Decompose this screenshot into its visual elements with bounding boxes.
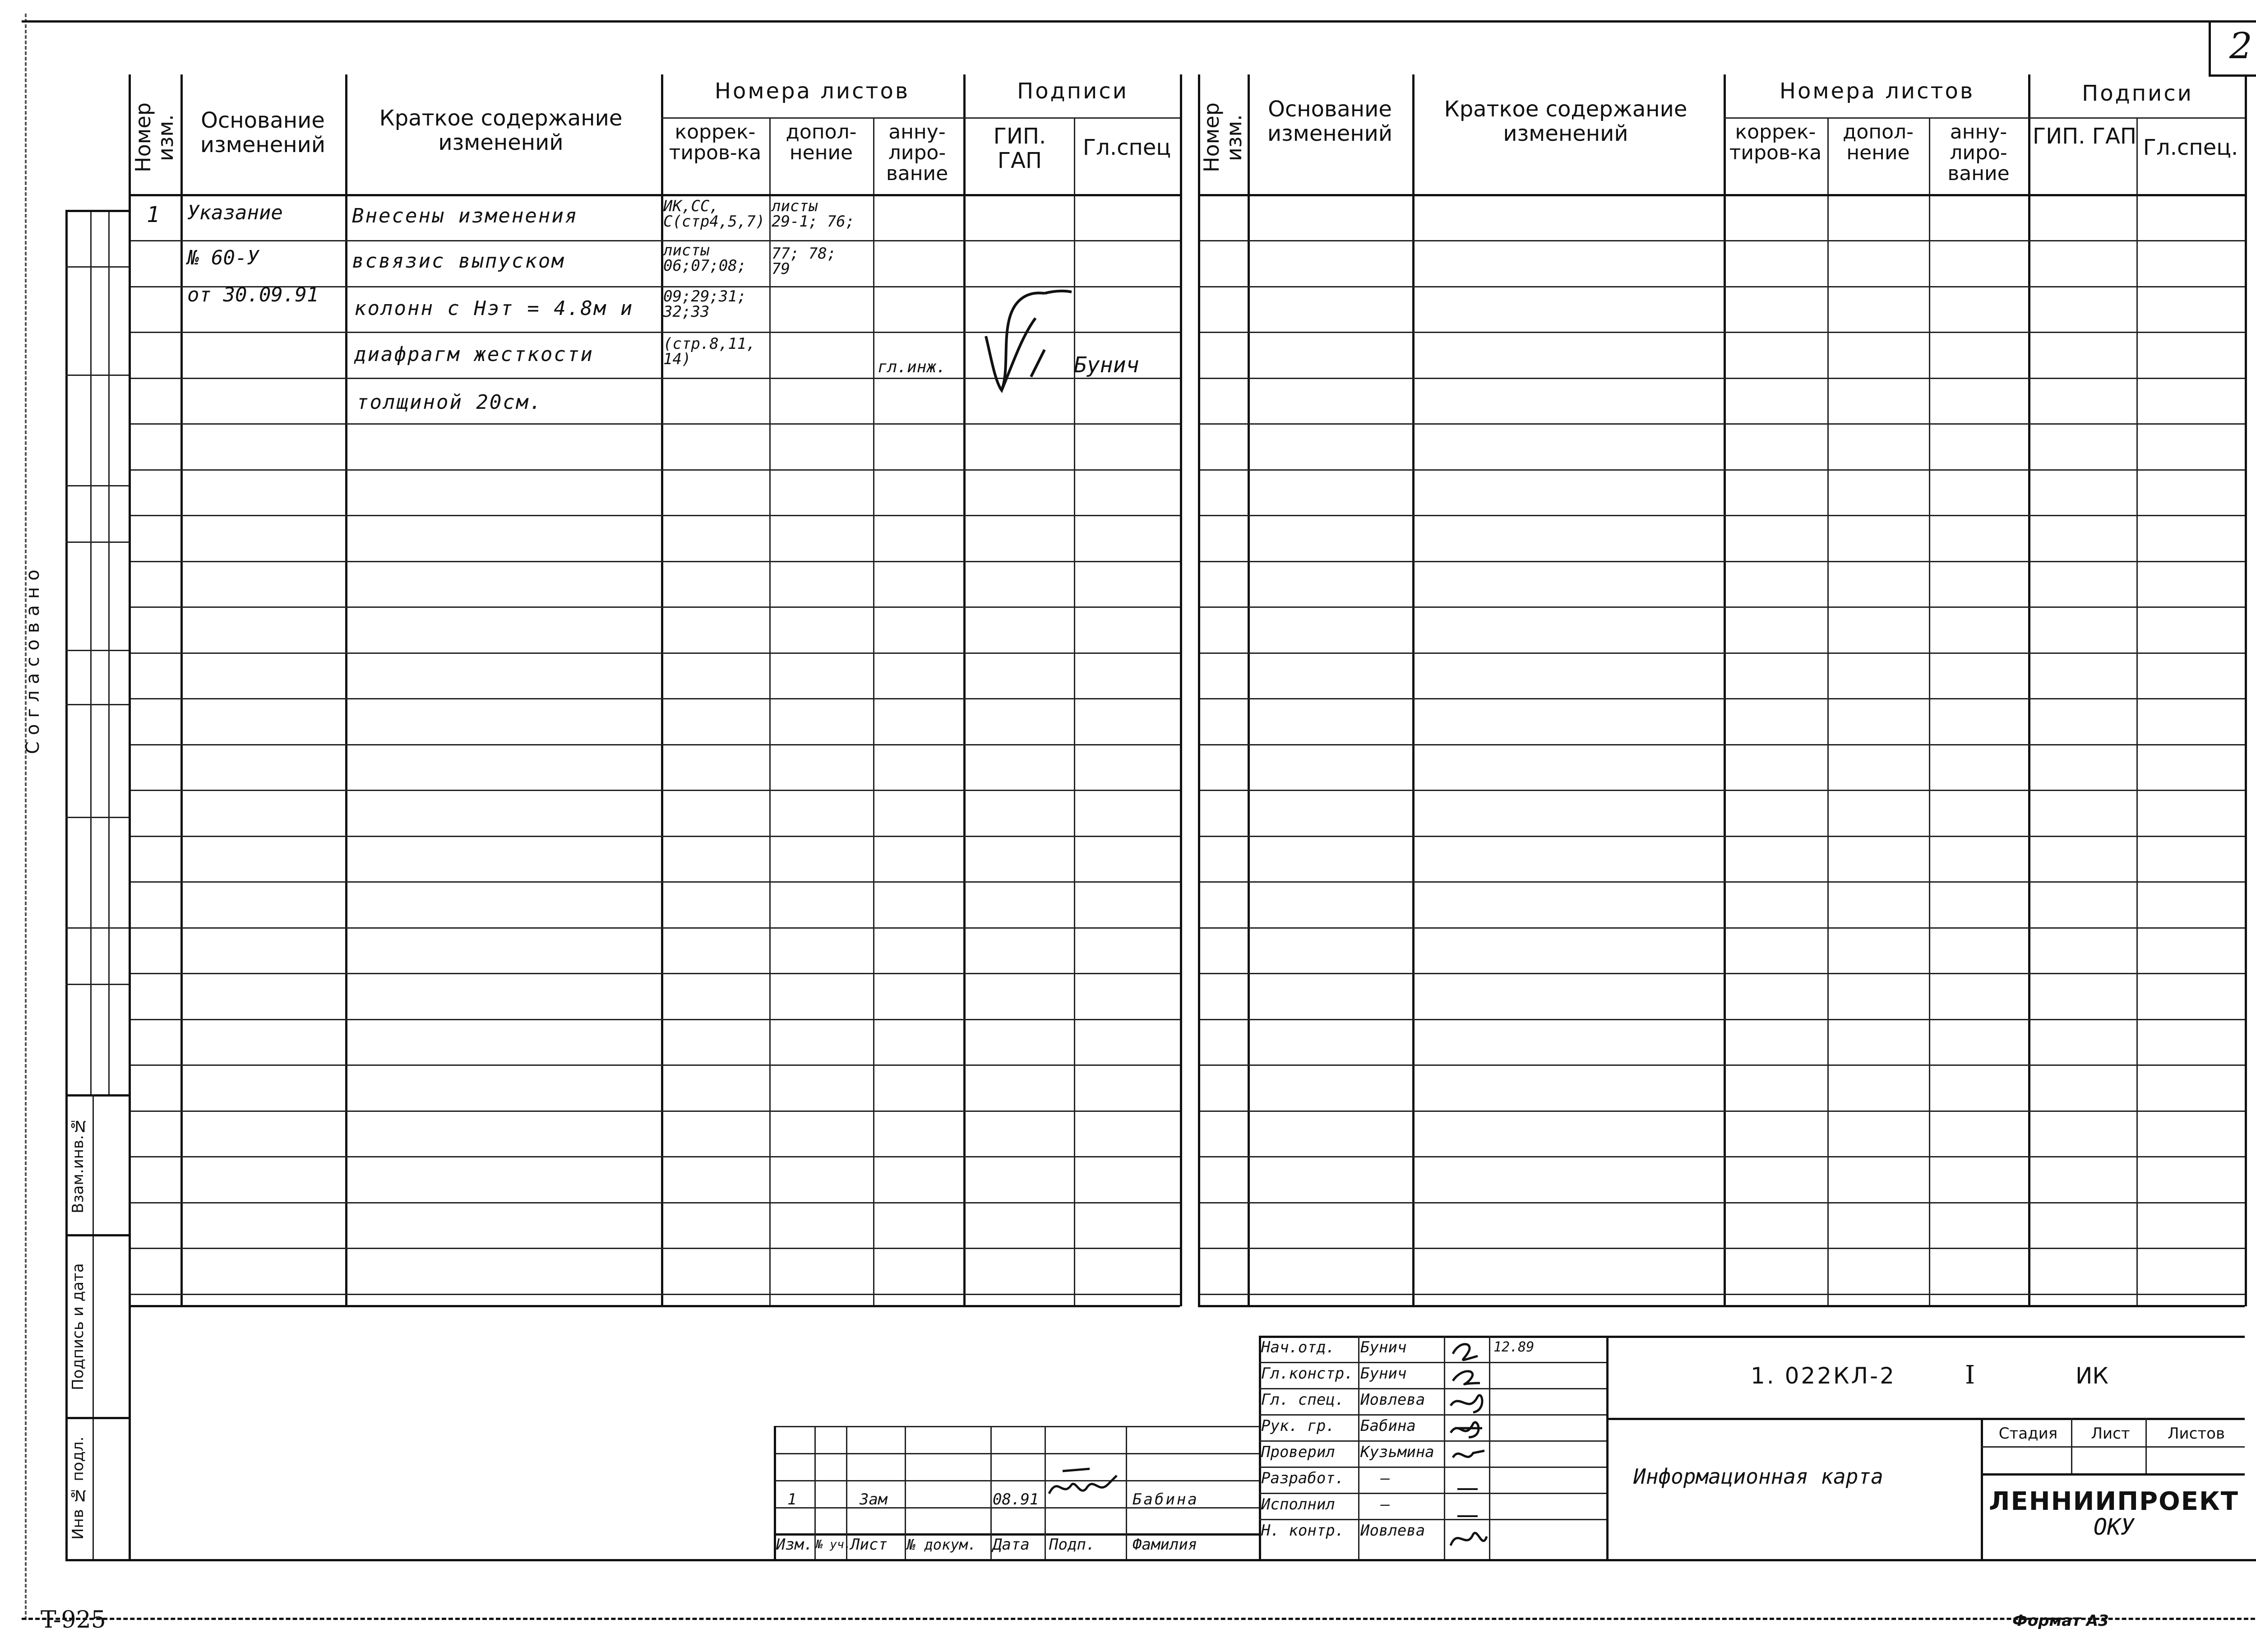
table-row-line	[1200, 515, 2245, 516]
summary-line-1: Внесены изменения	[352, 204, 578, 227]
table-row-line	[131, 652, 1180, 654]
right-hdr-correction: коррек-тиров-ка	[1729, 120, 1822, 164]
table-row-line	[1200, 1111, 2245, 1112]
table-row-line	[131, 744, 1180, 745]
side-sign-date-label: Подпись и дата	[69, 1263, 87, 1390]
left-hdr-correction: коррек-тиров-ка	[669, 120, 762, 164]
basis-line-3: от 30.09.91	[187, 283, 319, 306]
tb-org-sub: ОКУ	[2093, 1514, 2135, 1540]
summary-line-4: диафрагм жесткости	[354, 343, 594, 366]
tb-signatures	[1446, 1338, 1491, 1555]
tb-name-7: Иовлева	[1360, 1522, 1425, 1540]
right-hdr-gip: ГИП. ГАП	[2033, 124, 2136, 149]
right-hdr-addition: допол-нение	[1842, 120, 1914, 164]
side-strip-inner-2	[108, 210, 110, 1094]
table-row-line	[131, 1248, 1180, 1249]
table-row-line	[1200, 240, 2245, 241]
left-hdr-basis: Основание изменений	[200, 108, 326, 157]
side-strip-row	[65, 375, 129, 376]
table-row-line	[1200, 927, 2245, 929]
table-row-line	[131, 606, 1180, 608]
rev-hdr-uch: № уч.	[816, 1538, 851, 1551]
table-row-line	[1200, 698, 2245, 699]
tb-title: Информационная карта	[1633, 1464, 1883, 1489]
correction-entry-2: листы 06;07;08;	[663, 241, 747, 275]
right-hdr-glspec: Гл.спец.	[2143, 135, 2238, 160]
tb-stage-label: Стадия	[1998, 1425, 2058, 1443]
table-row-line	[131, 515, 1180, 516]
rev-hdr-name: Фамилия	[1133, 1536, 1197, 1554]
table-row-line	[131, 973, 1180, 974]
tb-date: 12.89	[1493, 1339, 1535, 1355]
tb-role-2: Гл. спец.	[1261, 1391, 1345, 1409]
left-hdr-summary: Краткое содержание изменений	[379, 106, 623, 155]
table-row-line	[1200, 606, 2245, 608]
table-row-line	[1200, 423, 2245, 425]
tb-document-code: 1. 022КЛ-2	[1751, 1363, 1896, 1389]
side-strip-row	[65, 1094, 129, 1097]
table-row-line	[131, 1019, 1180, 1020]
side-inv-replace-label: Взам.инв.№	[69, 1117, 87, 1214]
left-hdr-glspec: Гл.спец	[1082, 135, 1171, 160]
left-hdr-sheet-numbers: Номера листов	[714, 79, 910, 104]
outer-frame-bottom	[22, 1618, 2256, 1620]
table-row-line	[1200, 332, 2245, 333]
rev-hdr-izm: Изм.	[776, 1536, 813, 1554]
outer-frame-top	[22, 20, 2256, 23]
table-row-line	[131, 927, 1180, 929]
table-row-line	[1200, 1294, 2245, 1295]
table-row-line	[1200, 1248, 2245, 1249]
tb-name-6: —	[1381, 1495, 1390, 1513]
change-number: 1	[147, 202, 160, 227]
table-row-line	[1200, 286, 2245, 287]
table-row-line	[131, 1156, 1180, 1157]
left-hdr-gip: ГИП. ГАП	[993, 124, 1046, 173]
outer-frame-left-dash	[25, 14, 27, 1620]
table-row-line	[131, 469, 1180, 471]
summary-line-3: колонн с Нэт = 4.8м и	[354, 297, 634, 320]
gl-spec-signature: Бунич	[1074, 352, 1139, 378]
tb-role-0: Нач.отд.	[1261, 1338, 1335, 1356]
rev-hdr-doc: № докум.	[907, 1536, 977, 1553]
table-row-line	[1200, 1156, 2245, 1157]
table-row-line	[1200, 881, 2245, 883]
tb-role-6: Исполнил	[1261, 1495, 1335, 1513]
table-row-line	[131, 240, 1180, 241]
side-field-row	[65, 1234, 129, 1236]
side-strip-row	[65, 817, 129, 818]
left-hdr-signatures: Подписи	[1017, 79, 1128, 104]
sheet-code: T-925	[41, 1606, 106, 1633]
table-row-line	[1200, 1019, 2245, 1020]
rev-row-list: Зам	[860, 1490, 888, 1509]
tb-stage-code: I	[1965, 1360, 1975, 1390]
table-row-line	[131, 1064, 1180, 1066]
table-row-line	[1200, 973, 2245, 974]
addition-entry-1: листы 29-1; 76;	[772, 197, 855, 231]
table-row-line	[131, 1202, 1180, 1203]
right-hdr-basis: Основание изменений	[1267, 97, 1393, 146]
table-row-line	[1200, 652, 2245, 654]
table-row-line	[1200, 744, 2245, 745]
table-row-line	[131, 423, 1180, 425]
table-row-line	[1200, 836, 2245, 837]
rev-hdr-list: Лист	[851, 1536, 888, 1554]
tb-role-3: Рук. гр.	[1261, 1417, 1335, 1435]
side-field-row	[65, 1417, 129, 1419]
tb-role-1: Гл.констр.	[1261, 1365, 1354, 1383]
rev-hdr-date: Дата	[993, 1536, 1030, 1554]
summary-line-2: всвязис выпуском	[352, 250, 565, 273]
left-table	[129, 74, 1180, 1306]
sign-role: гл.инж.	[878, 358, 946, 376]
tb-name-1: Бунич	[1360, 1365, 1407, 1383]
table-row-line	[1200, 1202, 2245, 1203]
tb-name-2: Иовлева	[1360, 1391, 1425, 1409]
side-agreed-label: Согласовано	[23, 563, 43, 754]
side-strip-row	[65, 984, 129, 985]
tb-sheet-label: Лист	[2091, 1425, 2130, 1443]
tb-name-0: Бунич	[1360, 1338, 1407, 1356]
side-strip-top	[65, 210, 129, 212]
table-row-line	[131, 1111, 1180, 1112]
correction-entry-4: (стр.8,11, 14)	[663, 335, 756, 368]
rev-row-signature	[1045, 1467, 1121, 1507]
tb-role-7: Н. контр.	[1261, 1522, 1345, 1540]
table-row-line	[1200, 790, 2245, 791]
rev-hdr-sign: Подп.	[1049, 1536, 1096, 1554]
left-hdr-addition: допол-нение	[786, 120, 857, 164]
tb-name-4: Кузьмина	[1360, 1443, 1434, 1461]
basis-line-1: Указание	[187, 201, 283, 224]
gip-signature	[977, 282, 1076, 399]
side-field-divider	[92, 1094, 94, 1559]
left-hdr-annulment: анну-лиро-вание	[886, 120, 948, 185]
sheet-number: 2	[2229, 25, 2252, 67]
right-hdr-sheet-numbers: Номера листов	[1779, 79, 1975, 104]
tb-type-code: ИК	[2076, 1363, 2108, 1389]
table-row-line	[131, 1294, 1180, 1295]
side-strip-row	[65, 485, 129, 486]
left-hdr-change-number: Номер изм.	[131, 102, 178, 173]
tb-org: ЛЕННИИПРОЕКТ	[1989, 1487, 2239, 1516]
table-row-line	[131, 698, 1180, 699]
right-hdr-change-number: Номер изм.	[1199, 102, 1246, 173]
table-row-line	[1200, 1064, 2245, 1066]
rev-row-izm: 1	[787, 1490, 797, 1509]
table-row-line	[1200, 561, 2245, 562]
tb-name-5: —	[1381, 1469, 1390, 1487]
tb-role-4: Проверил	[1261, 1443, 1335, 1461]
rev-row-name: Бабина	[1133, 1490, 1199, 1509]
addition-entry-2: 77; 78; 79	[772, 245, 837, 278]
correction-entry-3: 09;29;31; 32;33	[663, 287, 747, 321]
right-hdr-summary: Краткое содержание изменений	[1444, 97, 1687, 146]
right-table	[1198, 74, 2245, 1306]
tb-name-3: Бабина	[1360, 1417, 1416, 1435]
summary-line-5: толщиной 20см.	[356, 391, 543, 414]
right-hdr-annulment: анну-лиро-вание	[1947, 120, 2010, 185]
side-strip-row	[65, 927, 129, 929]
format-label: Формат А3	[2012, 1612, 2109, 1630]
side-strip-row	[65, 266, 129, 268]
table-row-line	[1200, 378, 2245, 379]
side-strip-inner-1	[90, 210, 92, 1094]
side-strip-row	[65, 541, 129, 543]
table-row-line	[131, 561, 1180, 562]
tb-role-5: Разработ.	[1261, 1469, 1345, 1487]
table-row-line	[1200, 469, 2245, 471]
tb-sheets-label: Листов	[2167, 1425, 2225, 1443]
correction-entry-1: ИК,СС, С(стр4,5,7)	[663, 197, 765, 231]
side-inv-orig-label: Инв № подл.	[69, 1436, 87, 1540]
side-strip-row	[65, 650, 129, 651]
table-row-line	[131, 836, 1180, 837]
rev-row-date: 08.91	[993, 1490, 1039, 1509]
side-strip-row	[65, 704, 129, 705]
table-row-line	[131, 790, 1180, 791]
inner-frame-bottom	[65, 1559, 2256, 1561]
right-hdr-signatures: Подписи	[2082, 81, 2193, 106]
basis-line-2: № 60-У	[187, 246, 259, 269]
table-row-line	[131, 881, 1180, 883]
